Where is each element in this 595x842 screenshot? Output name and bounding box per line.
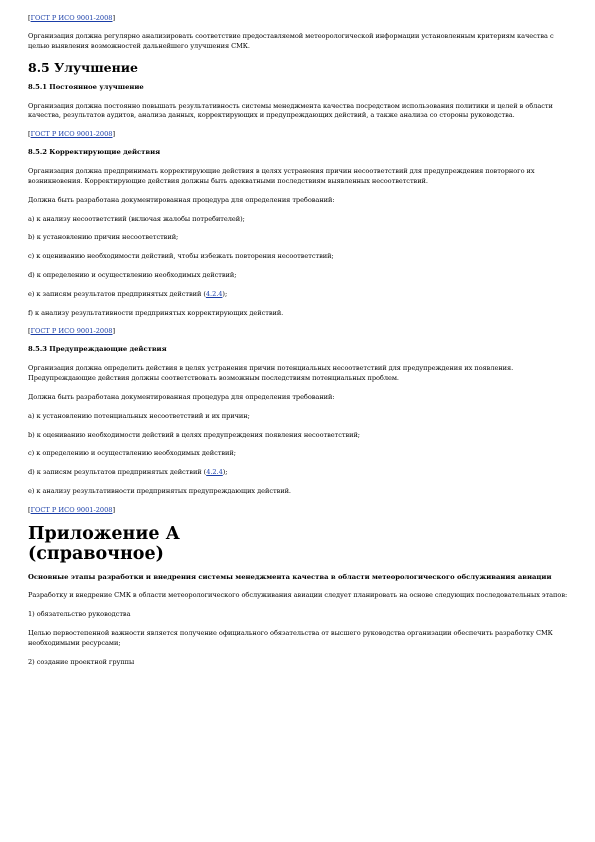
list-item-text: e) к записям результатов предпринятых действий ( [28,289,206,298]
gost-reference: [ГОСТ Р ИСО 9001-2008] [28,14,116,22]
paragraph: Организация должна регулярно анализировать соответствие предоставляемой метеорологической информации установленным критериям качества с целью выявления возможностей дальнейшего улучшения СМК. [28,32,554,50]
appendix-title-line-1: Приложение А [28,523,180,544]
list-item: а) к анализу несоответствий (включая жалобы потребителей); [28,214,245,223]
list-item-text: d) к записям результатов предпринятых действий ( [28,468,207,477]
paragraph: Организация должна предпринимать корректирующие действия в целях устранения причин несоответствий для предупреждения повторного их возникновения. Корректирующие действия должны быть адекватными последствиям выявленных несоответствий. [28,167,535,185]
document-page [28,14,568,676]
list-item: 1) обязательство руководства [28,610,131,619]
list-item: b) к оцениванию необходимости действий в целях предупреждения появления несоответствий; [28,430,360,439]
list-item: f) к анализу результативности предпринятых корректирующих действий. [28,308,284,317]
subsection-heading-8-5-2: 8.5.2 Корректирующие действия [28,148,161,157]
list-item: c) к определению и осуществлению необходимых действий; [28,449,236,458]
paragraph: Должна быть разработана документированная процедура для определения требований: [28,392,335,401]
gost-reference-link[interactable]: ГОСТ Р ИСО 9001-2008 [30,14,113,22]
list-item: e) к анализу результативности предпринятых предупреждающих действий. [28,486,291,495]
list-item: а) к установлению потенциальных несоответствий и их причин; [28,411,250,420]
list-item [28,290,568,300]
appendix-title [28,524,568,564]
gost-reference: [ГОСТ Р ИСО 9001-2008] [28,505,116,514]
paragraph: Организация должна постоянно повышать результативность системы менеджмента качества посредством использования политики и целей в области качества, результатов аудитов, анализа данных, корректирующих и предупреждающих действий, а также анализа со стороны руководства. [28,101,553,120]
list-item: c) к оцениванию необходимости действий, чтобы избежать повторения несоответствий; [28,252,334,261]
gost-reference: [ГОСТ Р ИСО 9001-2008] [28,130,116,139]
list-item: b) к установлению причин несоответствий; [28,233,179,242]
list-item-text: ); [222,468,228,477]
subsection-heading-8-5-1: 8.5.1 Постоянное улучшение [28,82,144,91]
appendix-subtitle: Основные этапы разработки и внедрения системы менеджмента качества в области метеорологического обслуживания авиации [28,572,552,581]
gost-reference-link[interactable]: ГОСТ Р ИСО 9001-2008 [30,130,113,139]
clause-link-4-2-4[interactable]: 4.2.4 [205,289,223,298]
paragraph: Целью первостепенной важности является получение официального обязательства от высшего руководства организации обеспечить разработку СМК необходимыми ресурсами; [28,628,553,647]
list-item: 2) создание проектной группы [28,657,135,666]
gost-reference: [ГОСТ Р ИСО 9001-2008] [28,327,116,336]
list-item: d) к определению и осуществлению необходимых действий; [28,270,237,279]
appendix-title-line-2: (справочное) [28,543,164,564]
list-item [28,468,568,478]
gost-reference-link[interactable]: ГОСТ Р ИСО 9001-2008 [30,505,113,514]
paragraph: Разработку и внедрение СМК в области метеорологического обслуживания авиации следует планировать на основе следующих последовательных этапов: [28,591,568,600]
clause-link-4-2-4[interactable]: 4.2.4 [206,468,223,477]
paragraph: Организация должна определить действия в целях устранения причин потенциальных несоответствий для предупреждения их появления. Предупреждающие действия должны соответствовать возможным последствиям потенциальных проблем. [28,364,514,383]
gost-reference-link[interactable]: ГОСТ Р ИСО 9001-2008 [30,327,113,336]
subsection-heading-8-5-3: 8.5.3 Предупреждающие действия [28,345,167,354]
section-heading-8-5: 8.5 Улучшение [28,59,138,75]
list-item-text: ); [222,289,228,298]
paragraph: Должна быть разработана документированная процедура для определения требований: [28,195,335,204]
